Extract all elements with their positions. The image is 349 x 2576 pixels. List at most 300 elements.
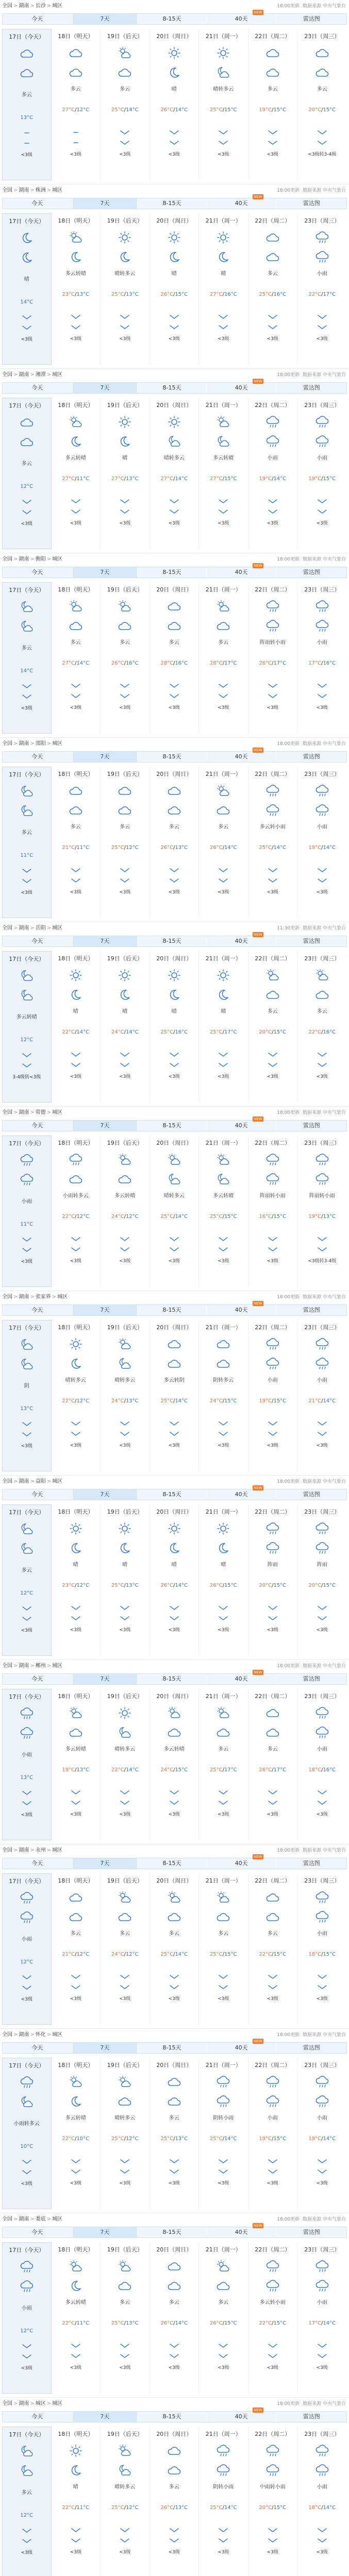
breadcrumb-province-link[interactable]: 湖南 <box>19 188 29 193</box>
temp-high: 25°C <box>209 1214 223 1219</box>
breadcrumb-province-link[interactable]: 湖南 <box>19 2401 29 2406</box>
tab-2[interactable] <box>138 1858 207 1869</box>
rain-icon <box>265 1173 280 1186</box>
tab-4[interactable] <box>276 1121 346 1131</box>
breadcrumb-city-link[interactable]: 城区 <box>35 2401 46 2406</box>
day-column[interactable] <box>2 2242 52 2394</box>
tab-3[interactable] <box>207 2039 277 2053</box>
cloud-icon <box>117 1910 132 1924</box>
day-column[interactable] <box>297 582 347 734</box>
tab-3[interactable] <box>207 933 277 946</box>
wind-direction-icon <box>168 868 180 873</box>
day-column[interactable] <box>297 398 347 549</box>
day-column[interactable] <box>297 213 347 365</box>
breadcrumb-area-link[interactable]: 城区 <box>52 1848 63 1853</box>
day-column[interactable] <box>199 2242 248 2394</box>
breadcrumb-city-link[interactable]: 岳阳 <box>35 925 46 931</box>
tab-1[interactable] <box>73 1858 138 1869</box>
tab-1[interactable] <box>73 14 138 24</box>
breadcrumb-province-link[interactable]: 湖南 <box>19 1848 29 1853</box>
tab-0[interactable] <box>3 2227 73 2238</box>
rain-icon <box>265 1357 280 1370</box>
day-column[interactable] <box>199 29 248 180</box>
tab-1[interactable] <box>73 198 138 209</box>
breadcrumb-country-link[interactable]: 全国 <box>2 2216 12 2222</box>
day-column[interactable] <box>248 1873 298 2025</box>
breadcrumb-city-link[interactable]: 怀化 <box>35 2032 46 2038</box>
breadcrumb-country-link[interactable]: 全国 <box>2 2401 12 2406</box>
breadcrumb-country-link[interactable]: 全国 <box>2 1294 12 1300</box>
day-column[interactable] <box>199 951 248 1103</box>
wind-direction-icon <box>21 1063 33 1068</box>
wind-level: <3级 <box>119 890 131 895</box>
breadcrumb-province-link[interactable]: 湖南 <box>19 556 29 562</box>
breadcrumb-area-link[interactable]: 城区 <box>52 372 63 378</box>
temp-high: 27°C <box>209 292 223 297</box>
tab-2[interactable] <box>138 936 207 946</box>
day-column[interactable] <box>248 1136 298 1287</box>
tab-3[interactable] <box>207 2408 277 2422</box>
breadcrumb-country-link[interactable]: 全国 <box>2 741 12 747</box>
cloud-icon <box>19 47 35 60</box>
wind-direction-icon <box>267 2528 279 2533</box>
day-column[interactable] <box>199 2427 248 2576</box>
day-column[interactable] <box>150 398 200 549</box>
tab-0[interactable] <box>3 1305 73 1315</box>
day-column[interactable] <box>101 1689 150 1840</box>
breadcrumb-area-link[interactable]: 城区 <box>52 741 63 747</box>
day-column[interactable] <box>52 1320 101 1471</box>
breadcrumb-country-link[interactable]: 全国 <box>2 1663 12 1669</box>
day-column[interactable] <box>2 1136 52 1287</box>
temp-high: 19°C <box>308 845 322 851</box>
temp-low: 13°C <box>125 1583 139 1588</box>
wind-direction-icon <box>168 2353 180 2359</box>
breadcrumb-province-link[interactable]: 湖南 <box>19 3 29 9</box>
temperature <box>3 1406 51 1412</box>
breadcrumb-city-link[interactable]: 邵阳 <box>35 741 46 747</box>
tab-1[interactable] <box>73 1489 138 1500</box>
day-column[interactable] <box>297 951 347 1103</box>
tab-0[interactable] <box>3 936 73 946</box>
day-column[interactable] <box>150 951 200 1103</box>
breadcrumb-country-link[interactable]: 全国 <box>2 925 12 931</box>
breadcrumb-area-link[interactable]: 城区 <box>52 1479 63 1484</box>
tab-0[interactable] <box>3 1674 73 1684</box>
tab-2[interactable] <box>138 2227 207 2238</box>
tab-4[interactable] <box>276 1858 346 1869</box>
breadcrumb-country-link[interactable]: 全国 <box>2 1848 12 1853</box>
day-column[interactable] <box>297 1689 347 1840</box>
day-column[interactable] <box>52 1689 101 1840</box>
tab-0[interactable] <box>3 198 73 209</box>
rain-icon <box>314 1357 330 1370</box>
wind-level: <3级 <box>267 2550 278 2555</box>
tab-3[interactable] <box>207 748 277 762</box>
day-column[interactable] <box>297 1320 347 1471</box>
day-column[interactable] <box>150 29 200 180</box>
tab-1[interactable] <box>73 1674 138 1684</box>
breadcrumb-country-link[interactable]: 全国 <box>2 372 12 378</box>
day-date: 17日（今天） <box>9 33 45 40</box>
temperature: 26°C/14°C <box>160 107 188 113</box>
day-column[interactable] <box>199 1504 248 1656</box>
tab-4[interactable] <box>276 2227 346 2238</box>
breadcrumb-city-link[interactable]: 衡阳 <box>35 556 46 562</box>
breadcrumb-area-link[interactable]: 城区 <box>52 2216 63 2222</box>
tab-2[interactable] <box>138 1674 207 1684</box>
wind-direction-icon <box>168 2159 180 2164</box>
rain-icon <box>19 2260 35 2274</box>
breadcrumb-province-link[interactable]: 湖南 <box>19 925 29 931</box>
breadcrumb-city-link[interactable]: 张家界 <box>35 1294 51 1300</box>
temp-high: 25°C <box>209 2505 223 2511</box>
tab-2[interactable] <box>138 14 207 24</box>
temp-low: 12°C <box>20 1590 34 1596</box>
wind-level: <3级 <box>70 1074 81 1079</box>
tab-4[interactable] <box>276 1305 346 1315</box>
tab-label: 8-15天 <box>162 1122 181 1129</box>
day-column[interactable] <box>101 951 150 1103</box>
day-column[interactable] <box>101 767 150 918</box>
tab-3[interactable] <box>207 195 277 209</box>
day-column[interactable] <box>248 2058 298 2209</box>
temp-high: 20°C <box>308 1583 322 1588</box>
tab-3[interactable] <box>207 10 277 24</box>
breadcrumb-area-link[interactable]: 城区 <box>52 188 63 193</box>
tab-2[interactable] <box>138 752 207 762</box>
wind-direction-icon <box>267 314 279 319</box>
tab-4[interactable] <box>276 14 346 24</box>
breadcrumb-country-link[interactable]: 全国 <box>2 1110 12 1115</box>
day-column[interactable] <box>52 2242 101 2394</box>
breadcrumb-city-link[interactable]: 长沙 <box>35 3 46 9</box>
breadcrumb-area-link[interactable]: 城区 <box>57 1294 68 1300</box>
day-column[interactable] <box>199 582 248 734</box>
day-column[interactable] <box>199 2058 248 2209</box>
day-column[interactable] <box>52 1136 101 1287</box>
day-column[interactable] <box>248 2427 298 2576</box>
tab-0[interactable] <box>3 2043 73 2053</box>
wind-level: <3级 <box>70 1628 81 1633</box>
breadcrumb-province-link[interactable]: 湖南 <box>19 2032 29 2038</box>
day-column[interactable] <box>150 2427 200 2576</box>
day-date: 19日（后天） <box>107 1693 143 1700</box>
day-column[interactable] <box>199 1873 248 2025</box>
tab-1[interactable] <box>73 1121 138 1131</box>
breadcrumb-separator: > <box>13 556 18 562</box>
temp-high: 28°C <box>160 660 174 666</box>
breadcrumb-area-link[interactable]: 城区 <box>52 556 63 562</box>
weather-description: 晴 <box>122 1562 128 1568</box>
breadcrumb-country-link[interactable]: 全国 <box>2 556 12 562</box>
day-column[interactable] <box>297 2427 347 2576</box>
day-column[interactable] <box>297 1504 347 1656</box>
breadcrumb-province-link[interactable]: 湖南 <box>19 1110 29 1115</box>
wind-direction-icon <box>217 2169 229 2174</box>
day-column[interactable] <box>2 1689 52 1840</box>
temperature: 25°C/12°C <box>111 845 139 851</box>
day-column[interactable] <box>297 29 347 180</box>
temp-low: 14°C <box>224 2136 237 2142</box>
weather-description: 小雨 <box>317 1747 327 1752</box>
day-column[interactable] <box>101 2242 150 2394</box>
day-column[interactable] <box>2 1320 52 1471</box>
day-column[interactable] <box>52 213 101 365</box>
forecast-tabs <box>2 195 347 209</box>
day-column[interactable] <box>248 213 298 365</box>
wind-level: <3级 <box>218 521 229 526</box>
breadcrumb-area-link[interactable]: 城区 <box>52 2032 63 2038</box>
breadcrumb-area-link[interactable]: 城区 <box>52 2401 63 2406</box>
day-column[interactable] <box>150 1873 200 2025</box>
breadcrumb-city-link[interactable]: 湘潭 <box>35 372 46 378</box>
temp-high: 25°C <box>111 2136 124 2142</box>
wind-direction-icon <box>119 2159 131 2164</box>
day-column[interactable] <box>52 767 101 918</box>
moon-icon <box>167 988 182 1002</box>
day-column[interactable] <box>150 2058 200 2209</box>
temperature: 28°C/17°C <box>209 660 237 666</box>
day-column[interactable] <box>52 2058 101 2209</box>
update-info <box>277 2400 346 2408</box>
temperature: 24°C/15°C <box>209 1398 237 1404</box>
day-column[interactable] <box>101 2427 150 2576</box>
wind-level: <3级 <box>70 1996 81 2002</box>
breadcrumb-province-link[interactable]: 湖南 <box>19 372 29 378</box>
tab-4[interactable] <box>276 567 346 578</box>
wind-direction-icon <box>217 140 229 145</box>
wind-direction-icon <box>70 1800 82 1805</box>
temp-low: 14°C <box>175 1214 188 1219</box>
cloud-icon <box>167 2279 182 2293</box>
tab-1[interactable] <box>73 1305 138 1315</box>
tab-4[interactable] <box>276 1489 346 1500</box>
day-column[interactable] <box>199 1136 248 1287</box>
tab-1[interactable] <box>73 936 138 946</box>
day-column[interactable] <box>248 1504 298 1656</box>
tab-0[interactable] <box>3 752 73 762</box>
breadcrumb-country-link[interactable]: 全国 <box>2 1479 12 1484</box>
day-column[interactable] <box>248 951 298 1103</box>
update-info <box>277 187 346 195</box>
tab-2[interactable] <box>138 2043 207 2053</box>
day-column[interactable] <box>2 2427 52 2576</box>
tab-3[interactable] <box>207 1117 277 1131</box>
breadcrumb-city-link[interactable]: 益阳 <box>35 1479 46 1484</box>
breadcrumb <box>2 740 62 748</box>
day-column[interactable] <box>101 213 150 365</box>
wind-direction-icon <box>267 1421 279 1426</box>
day-column[interactable] <box>2 767 52 918</box>
tab-2[interactable] <box>138 1305 207 1315</box>
day-date: 17日（今天） <box>9 2247 45 2253</box>
day-column[interactable] <box>52 951 101 1103</box>
tab-1[interactable] <box>73 752 138 762</box>
breadcrumb-country-link[interactable]: 全国 <box>2 3 12 9</box>
tab-0[interactable] <box>3 1858 73 1869</box>
tab-1[interactable] <box>73 383 138 393</box>
tab-0[interactable] <box>3 1489 73 1500</box>
tab-2[interactable] <box>138 1121 207 1131</box>
tab-0[interactable] <box>3 1121 73 1131</box>
weather-description: 多云转晴 <box>213 455 234 461</box>
tab-4[interactable] <box>276 2043 346 2053</box>
day-column[interactable] <box>248 29 298 180</box>
day-column[interactable] <box>150 1504 200 1656</box>
forecast-tabs <box>2 2224 347 2238</box>
tab-1[interactable] <box>73 2043 138 2053</box>
breadcrumb-province-link[interactable]: 湖南 <box>19 1294 29 1300</box>
day-column[interactable] <box>2 2058 52 2209</box>
update-info <box>277 2 346 10</box>
tab-2[interactable] <box>138 198 207 209</box>
day-column[interactable] <box>2 951 52 1103</box>
day-column[interactable] <box>52 1873 101 2025</box>
tab-0[interactable] <box>3 567 73 578</box>
day-column[interactable] <box>101 582 150 734</box>
breadcrumb-area-link[interactable]: 城区 <box>52 1110 63 1115</box>
tab-4[interactable] <box>276 2412 346 2422</box>
tab-4[interactable] <box>276 383 346 393</box>
day-column[interactable] <box>150 213 200 365</box>
tab-2[interactable] <box>138 383 207 393</box>
breadcrumb-city-link[interactable]: 娄底 <box>35 2216 46 2222</box>
day-column[interactable] <box>2 582 52 734</box>
tab-3[interactable] <box>207 2224 277 2238</box>
day-column[interactable] <box>199 213 248 365</box>
tab-4[interactable] <box>276 752 346 762</box>
wind-direction-icon <box>21 2159 33 2164</box>
day-column[interactable] <box>2 398 52 549</box>
tab-1[interactable] <box>73 567 138 578</box>
day-column[interactable] <box>52 398 101 549</box>
day-column[interactable] <box>52 1504 101 1656</box>
day-column[interactable] <box>150 767 200 918</box>
wind-direction-icon <box>267 1605 279 1611</box>
tab-0[interactable] <box>3 14 73 24</box>
temp-high: 22°C <box>259 2320 272 2326</box>
day-column[interactable] <box>199 1689 248 1840</box>
day-column[interactable] <box>199 767 248 918</box>
breadcrumb-city-link[interactable]: 永州 <box>35 1848 46 1853</box>
tab-4[interactable] <box>276 1674 346 1684</box>
day-column[interactable] <box>101 398 150 549</box>
day-column[interactable] <box>297 767 347 918</box>
temperature: 24°C/12°C <box>111 1214 139 1219</box>
breadcrumb-city-link[interactable]: 株洲 <box>35 188 46 193</box>
day-column[interactable] <box>2 213 52 365</box>
day-column[interactable] <box>297 1873 347 2025</box>
day-column[interactable] <box>2 29 52 180</box>
tab-3[interactable] <box>207 379 277 393</box>
tab-3[interactable] <box>207 1486 277 1500</box>
day-column[interactable] <box>248 767 298 918</box>
tab-label: 40天 <box>235 2044 248 2051</box>
tab-2[interactable] <box>138 2412 207 2422</box>
day-column[interactable] <box>101 29 150 180</box>
day-column[interactable] <box>248 1689 298 1840</box>
day-column[interactable] <box>248 1320 298 1471</box>
day-column[interactable] <box>248 2242 298 2394</box>
moon-icon <box>117 250 132 264</box>
breadcrumb-area-link[interactable]: 城区 <box>52 1663 63 1669</box>
day-column[interactable] <box>297 1136 347 1287</box>
wind-level: <3级 <box>119 2550 131 2555</box>
day-column[interactable] <box>101 1136 150 1287</box>
day-column[interactable] <box>2 1873 52 2025</box>
day-column[interactable] <box>101 1873 150 2025</box>
day-column[interactable] <box>2 1504 52 1656</box>
breadcrumb-country-link[interactable]: 全国 <box>2 188 12 193</box>
breadcrumb-country-link[interactable]: 全国 <box>2 2032 12 2038</box>
rain-icon <box>314 1153 330 1166</box>
tab-0[interactable] <box>3 2412 73 2422</box>
day-columns <box>2 1689 347 1840</box>
breadcrumb-city-link[interactable]: 常德 <box>35 1110 46 1115</box>
temp-high: 19°C <box>308 476 322 482</box>
sun-cloud-icon <box>265 969 280 982</box>
day-column[interactable] <box>52 2427 101 2576</box>
day-column[interactable] <box>248 398 298 549</box>
tab-1[interactable] <box>73 2412 138 2422</box>
tab-1[interactable] <box>73 2227 138 2238</box>
day-column[interactable] <box>101 1504 150 1656</box>
breadcrumb-city-link[interactable]: 郴州 <box>35 1663 46 1669</box>
tab-label: 雷达图 <box>303 1307 320 1313</box>
day-column[interactable] <box>150 1136 200 1287</box>
breadcrumb-province-link[interactable]: 湖南 <box>19 2216 29 2222</box>
tab-3[interactable] <box>207 1855 277 1869</box>
tab-2[interactable] <box>138 1489 207 1500</box>
temperature: 25°C/17°C <box>209 1029 237 1035</box>
tab-2[interactable] <box>138 567 207 578</box>
temp-low: 15°C <box>273 1214 287 1219</box>
day-column[interactable] <box>248 582 298 734</box>
day-column[interactable] <box>52 29 101 180</box>
day-column[interactable] <box>52 582 101 734</box>
breadcrumb-area-link[interactable]: 城区 <box>52 925 63 931</box>
tab-3[interactable] <box>207 1301 277 1315</box>
day-date: 19日（后天） <box>107 1324 143 1331</box>
day-column[interactable] <box>199 1320 248 1471</box>
tab-0[interactable] <box>3 383 73 393</box>
breadcrumb-province-link[interactable]: 湖南 <box>19 741 29 747</box>
temp-low: 17°C <box>273 660 287 666</box>
day-column[interactable] <box>150 2242 200 2394</box>
day-column[interactable] <box>199 398 248 549</box>
wind-direction-icon <box>70 1052 82 1057</box>
day-column[interactable] <box>101 1320 150 1471</box>
tab-3[interactable] <box>207 564 277 578</box>
tab-3[interactable] <box>207 1670 277 1684</box>
day-column[interactable] <box>297 2242 347 2394</box>
tab-4[interactable] <box>276 936 346 946</box>
weather-description: 多云 <box>317 87 327 92</box>
day-column[interactable] <box>150 1689 200 1840</box>
breadcrumb-province-link[interactable]: 湖南 <box>19 1663 29 1669</box>
day-column[interactable] <box>297 2058 347 2209</box>
breadcrumb <box>2 1293 68 1301</box>
day-column[interactable] <box>101 2058 150 2209</box>
day-column[interactable] <box>150 1320 200 1471</box>
day-column[interactable] <box>150 582 200 734</box>
tab-4[interactable] <box>276 198 346 209</box>
breadcrumb-province-link[interactable]: 湖南 <box>19 1479 29 1484</box>
breadcrumb-area-link[interactable]: 城区 <box>52 3 63 9</box>
moon-cloud-icon <box>19 2095 35 2109</box>
tab-label: 40天 <box>235 938 248 944</box>
